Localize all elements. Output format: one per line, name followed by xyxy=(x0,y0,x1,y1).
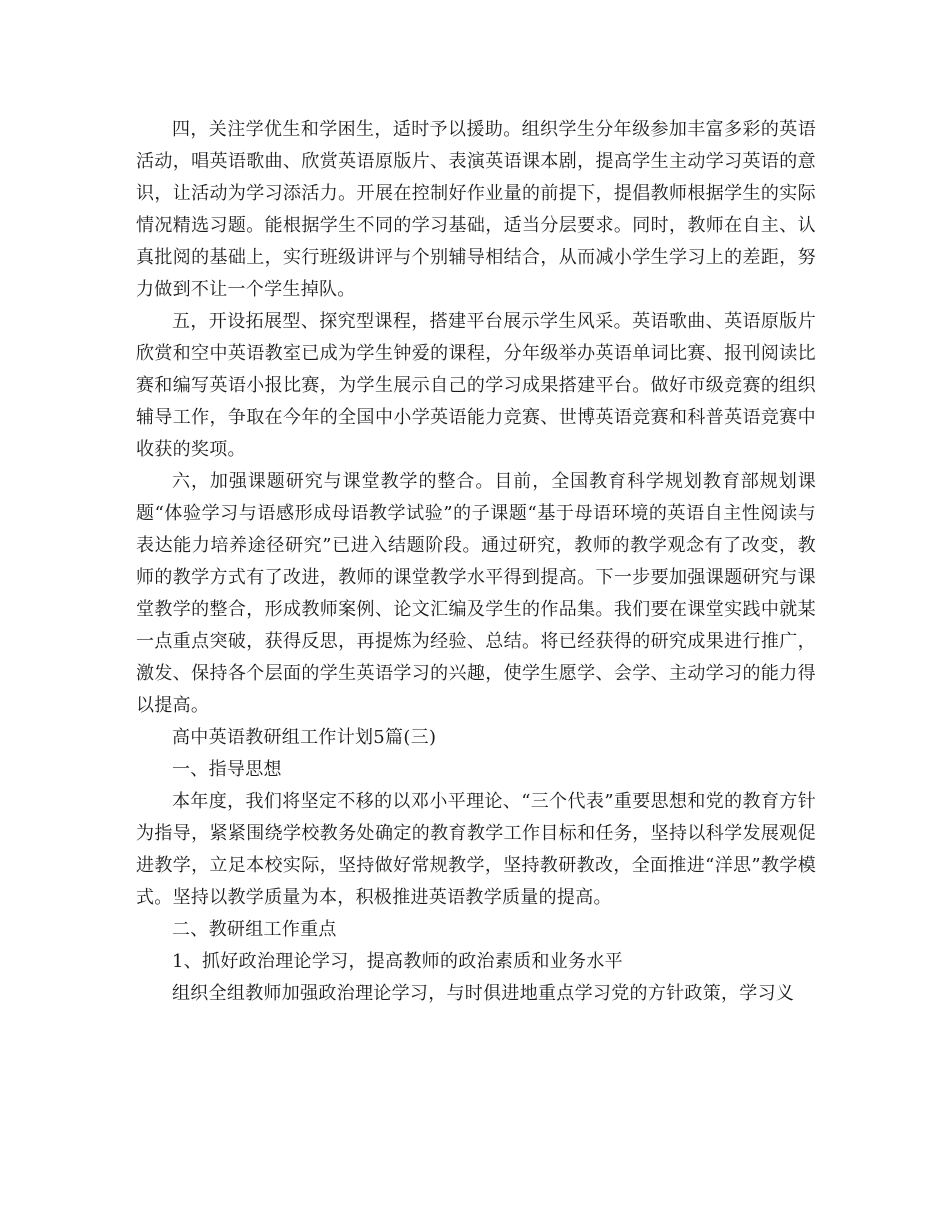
section-title: 高中英语教研组工作计划5篇(三) xyxy=(172,727,437,748)
paragraph-guiding-ideology: 本年度，我们将坚定不移的以邓小平理论、“三个代表”重要思想和党的教育方针为指导，紧紧围绕学校教务处确定的教育教学工作目标和任务，坚持以科学发展观促进教学，立足本校实际，坚持做好常规教学，坚持教研教改，全面推进“洋思”教学模式。坚持以教学质量为本，积极推进英语教学质量的提高。 xyxy=(136,791,816,908)
document-body xyxy=(136,114,816,1010)
subheading-political-study: 1、抓好政治理论学习，提高教师的政治素质和业务水平 xyxy=(172,951,623,972)
paragraph-five: 五，开设拓展型、探究型课程，搭建平台展示学生风采。英语歌曲、英语原版片欣赏和空中英语教室已成为学生钟爱的课程，分年级举办英语单词比赛、报刊阅读比赛和编写英语小报比赛，为学生展示自己的学习成果搭建平台。做好市级竞赛的组织辅导工作，争取在今年的全国中小学英语能力竞赛、世博英语竞赛和科普英语竞赛中收获的奖项。 xyxy=(136,311,816,460)
paragraph-four: 四，关注学优生和学困生，适时予以援助。组织学生分年级参加丰富多彩的英语活动，唱英语歌曲、欣赏英语原版片、表演英语课本剧，提高学生主动学习英语的意识，让活动为学习添活力。开展在控制好作业量的前提下，提倡教师根据学生的实际情况精选习题。能根据学生不同的学习基础，适当分层要求。同时，教师在自主、认真批阅的基础上，实行班级讲评与个别辅导相结合，从而减小学生学习上的差距，努力做到不让一个学生掉队。 xyxy=(136,119,816,300)
heading-guiding-ideology: 一、指导思想 xyxy=(172,759,282,780)
paragraph-political-study: 组织全组教师加强政治理论学习，与时俱进地重点学习党的方针政策，学习义 xyxy=(172,983,795,1004)
heading-work-focus: 二、教研组工作重点 xyxy=(172,919,337,940)
paragraph-six: 六，加强课题研究与课堂教学的整合。目前，全国教育科学规划教育部规划课题“体验学习与语感形成母语教学试验”的子课题“基于母语环境的英语自主性阅读与表达能力培养途径研究”已进入结题阶段。通过研究，教师的教学观念有了改变，教师的教学方式有了改进，教师的课堂教学水平得到提高。下一步要加强课题研究与课堂教学的整合，形成教师案例、论文汇编及学生的作品集。我们要在课堂实践中就某一点重点突破，获得反思，再提炼为经验、总结。将已经获得的研究成果进行推广，激发、保持各个层面的学生英语学习的兴趣，使学生愿学、会学、主动学习的能力得以提高。 xyxy=(136,471,816,716)
